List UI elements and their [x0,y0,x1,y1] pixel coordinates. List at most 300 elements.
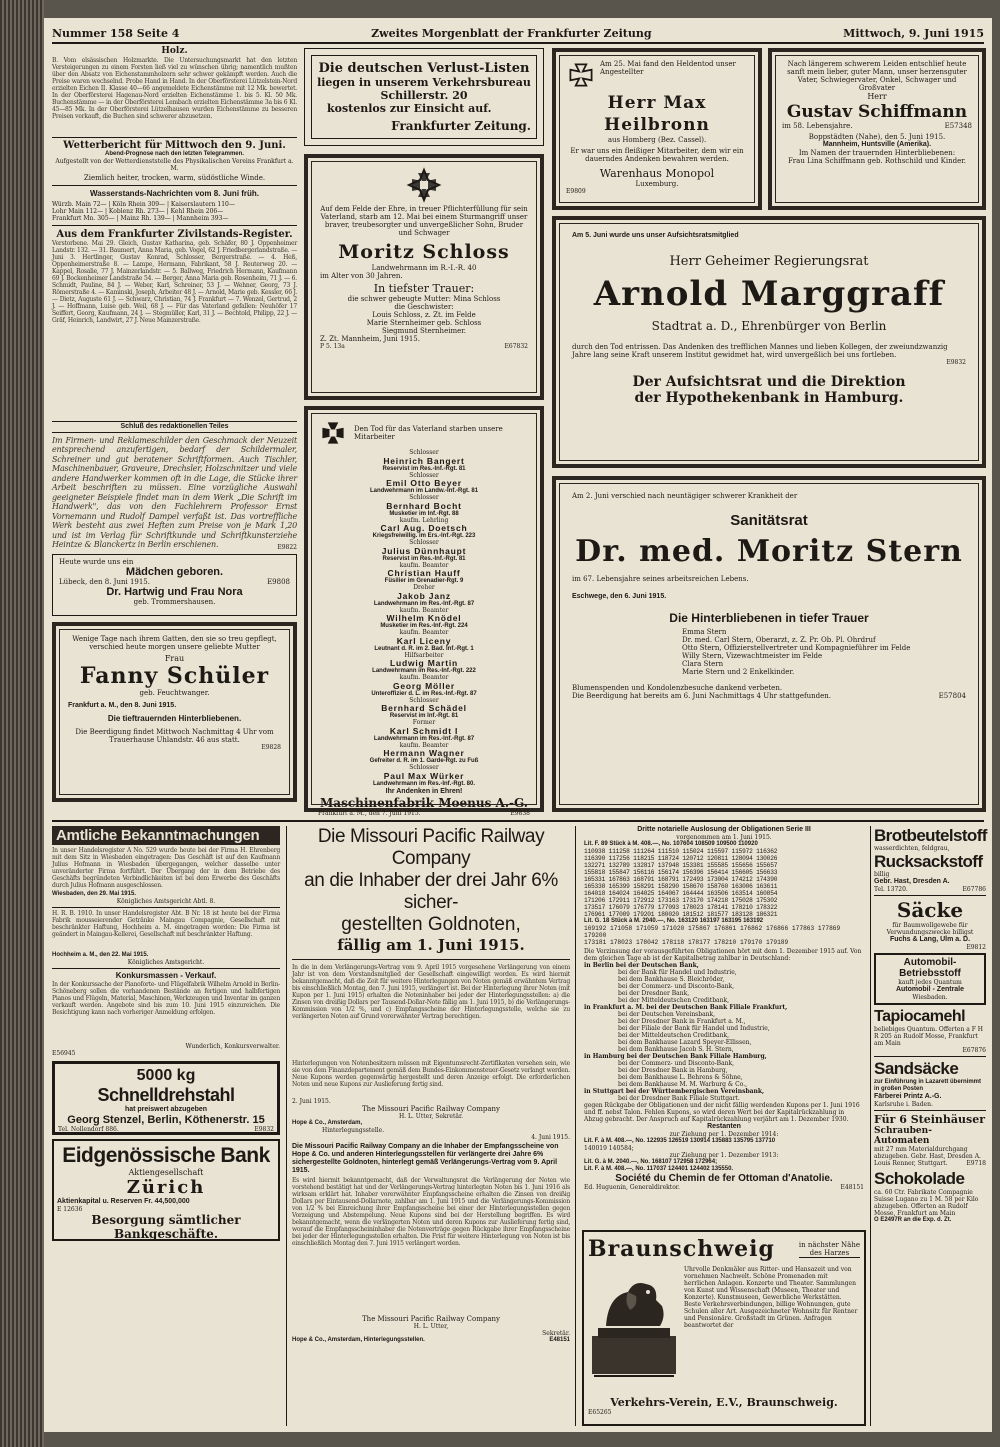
stahl-tel: Tel. Nollendorf 886. [58,1125,119,1133]
moenus-entry-trade: Schlosser [409,764,439,771]
heilbronn-intro: Am 25. Mai fand den Heldentod unser Angestellter [600,60,736,76]
section-rule [52,820,984,822]
missouri-date-2: 4. Juni 1915. [531,1134,570,1141]
stern-flowers: Blumenspenden und Kondolenzbesuche dankend verbeten. [572,684,783,692]
eidg-tagline: Besorgung sämtlicher Bankgeschäfte. [91,1213,241,1241]
schloss-family-4: Marie Sternheimer geb. Schloss [366,319,482,327]
verlust-notice [304,48,544,146]
stern-obituary [552,476,986,812]
schiffmann-cities: Mannheim, Huntsville (Amerika). [822,140,932,148]
stahl-code: E9832 [254,1125,274,1133]
ottoman-number-row: 173517 176079 176779 177093 178023 178141 178210 178322 [584,904,778,911]
stahl-title: Schnelldrehstahl [97,1084,235,1105]
eidg-capital: Aktienkapital u. Reserven Fr. 44,500,000 [57,1198,190,1205]
schokolade-title: Schokolade [874,1169,965,1188]
water-title: Wasserstands-Nachrichten vom 8. Juni früh. [89,189,260,198]
schiffmann-names-title: Im Namen der trauernden Hinterbliebenen: [798,148,956,157]
ottoman-bank-item: bei der Dresdner Bank Filiale Stuttgart. [618,1095,740,1102]
amtliche-column [52,826,280,1426]
weather-sub: Abend-Prognose nach den letzten Telegrammen. [105,151,244,157]
braunschweig-code: E65265 [588,1409,612,1416]
book-binding-edge [0,0,44,1447]
moenus-entry-trade: kaufm. Beamter [399,561,449,569]
auto-firm: Automobil - Zentrale [895,986,965,993]
schiffmann-obituary [768,48,986,210]
moenus-entry-trade: Dreher [413,584,435,591]
stern-family-member: Willy Stern, Vizewachtmeister im Felde [682,652,823,660]
ottoman-rest-1b: 140019 140584; [584,1145,634,1152]
stern-family-list [682,628,966,676]
stern-family-member: Dr. med. Carl Stern, Oberarzt, z. Z. Pr. Ob. Pl. Ohrdruf [682,636,876,644]
heilbronn-name: Herr Max Heilbronn [604,93,710,135]
moenus-entry [318,473,530,496]
verlust-line-1: Die deutschen Verlust-Listen [318,61,530,76]
verlust-line-4: Frankfurter Zeitung. [391,119,531,133]
moenus-entry [318,653,530,676]
moenus-date: Frankfurt a. M., den 7. Juni 1915. [318,809,421,817]
hast-tel: Tel. 13720. [874,886,908,893]
braunschweig-ad [582,1230,866,1426]
konkurs-code: E56945 [52,1049,76,1057]
ottoman-firm: Société du Chemin de fer Ottoman d'Anatolie. [615,1173,833,1184]
moenus-entry-trade: kaufm. Beamter [399,674,449,681]
stern-family-member: Emma Stern [682,628,727,636]
moenus-entry-trade: kaufm. Beamter [399,741,449,749]
schueler-intro: Wenige Tage nach ihrem Gatten, den sie so treu gepflegt, verschied heute morgen unsere geliebte Mutter [72,634,277,651]
ottoman-bank-item: bei der Filiale der Bank für Handel und Industrie, [618,1025,770,1032]
reklame-text: Im Firmen- und Reklameschilder den Geschmack der Neuzeit entsprechend anzufertigen, bedarf der Schildermaler, Schreiner und gut beratener Schriftformen. Auch Tischler, Maschinenbauer, Graveure, Drechsler, Holzschnitzer und viele andere Handwerker kommen oft in die Lage, die Stücke ihrer Arbeit beschriften zu müssen. Eine vorzügliche Auswahl geeigneter Beispiele findet man in dem Werk „Die Schrift im Handwerk", das von den Fachlehrern Professor Ernst Vornemann und Rudolf Dampel verfaßt ist. Das vortreffliche Werk besteht aus zwei Heften zum Preise von je Mark 1,20 und ist im Verlag für Schriftkunde und Schriftkunsterziehe Heintze & Blanckertz in Berlin erschienen. [52,435,297,549]
missouri-company: The Missouri Pacific Railway Company [362,1105,500,1113]
moenus-entry-trade: Former [412,719,436,726]
schiffmann-age: im 58. Lebensjahre. [782,121,853,130]
moenus-entry-unit: Landwehrmann im Res.-Inf.-Rgt. 87 [373,600,475,607]
sand-title: Sandsäcke [874,1059,959,1078]
ottoman-number-row: 165338 165399 158291 158290 158670 158760 163006 163611 [584,883,778,890]
header-center: Zweites Morgenblatt der Frankfurter Zeitung [371,26,652,40]
ottoman-bank-item: bei der Commerz- und Disconto-Bank, [618,1060,735,1067]
ottoman-bank-item: bei dem Bankhause Jacob S. H. Stern, [618,1046,734,1053]
ottoman-number-row: 171206 172911 172912 173163 173170 174218 175028 175302 [584,897,778,904]
ottoman-rest-sub-2: zur Ziehung per 1. Dezember 1913: [669,1152,779,1159]
ottoman-bank-item: in Frankfurt a. M. bei der Deutschen Bank Filiale Frankfurt, [584,1004,788,1011]
eidg-title: Eidgenössische Bank [62,1143,270,1167]
schueler-obituary [52,622,297,802]
amtliche-title: Amtliche Bekanntmachungen [52,826,280,845]
schloss-rank: Landwehrmann im R.-I.-R. 40 [371,264,477,272]
stern-name: Dr. med. Moritz Stern [575,534,963,569]
marggraff-sign-2: der Hypothekenbank in Hamburg. [634,390,904,406]
heilbronn-place: Luxemburg. [635,180,679,188]
ottoman-bank-item: in Stuttgart bei der Württembergischen Vereinsbank, [584,1088,765,1095]
schueler-burial: Die Beerdigung findet Mittwoch Nachmittag 4 Uhr vom Trauerhause Uhlandstr. 46 aus statt. [75,727,274,744]
stern-title: Sanitätsrat [730,512,808,529]
schiffmann-code: E57348 [944,121,972,130]
schloss-obituary [304,154,544,400]
moenus-entry-trade: Schlosser [409,539,439,546]
steinh-text: mit 27 mm Materialdurchgang abzugeben. Gebr. Hast, Dresden A. [874,1146,981,1160]
stern-intro: Am 2. Juni verschied nach neuntägiger schwerer Krankheit der [572,492,798,500]
schloss-place: Z. Zt. Mannheim, Juni 1915. [320,335,420,343]
moenus-entry [318,585,530,608]
water-table [52,201,297,222]
ottoman-number-row: 116390 117256 118215 118724 120712 120811 128094 130026 [584,855,778,862]
moenus-entry-unit: Landwehrmann im Landw.-Inf.-Rgt. 81 [369,488,479,494]
moenus-obituary [304,406,544,817]
schokolade-text: ca. 60 Ctr. Fabrikate Compagnie Suisse Lugano zu 1 M. 58 per Kilo abzugeben. Offerten an Rudolf Mosse, Frankfurt am Main [874,1189,979,1217]
ottoman-rest-sub: zur Ziehung per 1. Dezember 1914: [669,1131,779,1138]
ottoman-bank-item: bei dem Bankhause Lazard Speyer-Ellissen, [618,1039,752,1046]
holz-title: Holz. [161,46,188,56]
water-row: Lohr Main 112— | Koblenz Rh. 273— | Kehl Rhein 206— [52,207,224,215]
moenus-entry-unit: Reservist im Inf.-Rgt. 81 [389,713,459,719]
moenus-firm: Maschinenfabrik Moenus A.-G. [320,795,528,810]
stern-mourning: Die Hinterbliebenen in tiefer Trauer [669,611,869,625]
schloss-family-3: Louis Schloss, z. Zt. im Felde [372,311,476,319]
birth-notice [52,554,297,616]
schueler-code: E9828 [261,743,281,751]
ottoman-banks-list [584,962,864,1102]
ottoman-bank-item: bei der Mitteldeutschen Creditbank, [618,997,730,1004]
moenus-entry-name: Karl Liceny [396,635,452,646]
missouri-body-1: In die in dem Verlängerungs-Vertrag vom 9. April 1915 vorgesehene Verlängerung von einem Jahr ist von dem Vorstandsmitglied der Gesellschaft eingewilligt worden. Es wird hiermit bekanntgemacht, daß die Zeit für weitere Hinterlegungen von Noten gemäß erwähntem Vertrag bis einschließlich Montag, den 7. Juni 1915, verlängert ist. Bei der Hinterlegung ihrer Noten (mit Kupon per 1. Juni 1915) erhalten die Noteninhaber bei jeder der Hinterlegungsstellen: a) die Zinsen von dreißig Dollars per Tausend-Dollar-Note fällig am 1. Juni 1915, b) die Verlängerungs-Kommission von 1/2 %, und c) Empfangsscheine der Hinterlegungsstelle, welche sie zu verlängerten Noten auf Grund vorerwähnter Vertrag berechtigen. [292,964,570,1020]
moenus-entry-trade: Schlosser [409,471,439,479]
ottoman-rest-2: Lit. G. à M. 2040.—, No. 168107 172958 172964; [584,1159,718,1165]
ottoman-bank-item: bei der Dresdner Bank in Frankfurt a. M., [618,1018,746,1025]
moenus-intro: Den Tod für das Vaterland starben unsere Mitarbeiter [354,425,503,441]
stern-burial: Die Beerdigung hat bereits am 6. Juni Nachmittags 4 Uhr stattgefunden. [572,692,831,700]
konkurs-sign: Wunderlich, Konkursverwalter. [185,1042,280,1050]
birth-intro: Heute wurde uns ein [59,557,134,566]
amtliche-p1: In unser Handelsregister A No. 529 wurde heute bei der Firma H. Ehrenberg mit dem Sitz in Wiesbaden eingetragen: Das Geschäft ist auf den Kaufmann Julius Hofmann in Wiesbaden übergegangen, welcher dasselbe unter unveränderter Firma fortführt. Der Übergang der in dem Betriebe des Geschäfts begründeten Verbindlichkeiten ist bei dem Erwerbe des Geschäfts durch Julius Hofmann ausgeschlossen. [52,847,280,889]
ottoman-sign: Ed. Huguenin, Generaldirektor. [584,1184,680,1191]
ottoman-note-2: gegen Rückgabe der Obligationen und der nicht fällig werdenden Kupons per 1. Juni 1916 und ff. nebst Talon. Fehlen Kupons, so wird deren Wert bei der Kapitalrückzahlung in Abzug gebracht. Der Anspruch auf Kapitalrückzahlung verjährt am 1. Dezember 1930. [584,1102,860,1123]
ottoman-bank-item: in Berlin bei der Deutschen Bank, [584,962,699,969]
weather-source: Aufgestellt von der Wetterdienststelle des Physikalischen Vereins Frankfurt a. M. [55,158,294,172]
amtliche-p1-sign: Königliches Amtsgericht Abtl. 8. [116,898,216,905]
schiffmann-name: Gustav Schiffmann [786,101,968,122]
ottoman-bank-item: bei dem Bankhause M. M. Warburg & Co., [618,1081,748,1088]
moenus-entry-unit: Gefreiter d. R. im 1. Garde-Rgt. zu Fuß [369,758,479,764]
tapioca-title: Tapiocamehl [874,1008,966,1025]
ottoman-number-row: 155818 155847 156116 156174 156396 156414 156605 156633 [584,869,778,876]
marggraff-text: durch den Tod entrissen. Das Andenken des trefflichen Mannes und lieben Kollegen, der zweiundzwanzig Jahre lang seine Kraft unserem Institut gewidmet hat, wird unvergeßlich bei uns fortleben. [572,343,948,359]
moenus-entry-unit: Reservist im Res.-Inf.-Rgt. 81 [382,465,466,472]
ottoman-lit2: Lit. G. 18 Stück à M. 2040.—, No. 163120 163197 163195 163192 [584,918,764,924]
moenus-entry-name: Karl Schmidt I [389,725,459,736]
moenus-entry [318,720,530,743]
moenus-entry [318,765,530,788]
stern-family-member: Clara Stern [682,660,724,668]
ottoman-number-row: 176961 177009 179201 180020 181512 181577 183128 186321 [584,911,778,918]
ottoman-notice [582,826,866,1226]
moenus-entry-trade: Schlosser [409,449,439,456]
brot-sub: wasserdichten, feldgrau, [874,845,950,852]
eidg-sub: Aktiengesellschaft [128,1167,204,1177]
renner-code: E9718 [966,1160,986,1167]
moenus-entry [318,563,530,586]
konkurs-title: Konkursmassen - Verkauf. [115,971,217,980]
weather-text: Ziemlich heiter, trocken, warm, südöstliche Winde. [83,174,266,182]
iron-cross-icon [318,418,348,448]
renner-firm: Louis Renner, Stuttgart. [874,1160,948,1167]
moenus-entry [318,743,530,766]
birth-main: Mädchen geboren. [125,565,224,578]
moenus-entry [318,698,530,721]
moenus-entry-name: Bernhard Bocht [386,500,462,511]
moenus-entry-trade: Schlosser [409,494,439,501]
ottoman-bank-item: bei der Bank für Handel und Industrie, [618,969,737,976]
ottoman-lit1: Lit. F. 89 Stück à M. 408.—, No. 107604 108509 109500 110920 [584,841,758,847]
eidg-city: Zürich [126,1177,206,1198]
stahl-firm: Georg Stenzel, Berlin, Köthenerstr. 15 [67,1113,265,1126]
heilbronn-firm: Warenhaus Monopol [599,167,715,180]
missouri-hope-2: Hinterlegungsstelle. [322,1127,385,1134]
moenus-entry-name: Carl Aug. Doetsch [380,523,468,533]
page-header [52,24,984,42]
moenus-entry [318,450,530,473]
moenus-honor: Ihr Andenken in Ehren! [385,787,463,795]
verlust-line-2: liegen in unserem Verkehrsbureau Schillerstr. 20 [317,76,531,102]
ottoman-title: Dritte notarielle Auslosung der Obligationen Serie III [637,826,811,833]
moenus-entry-name: Heinrich Bangert [383,455,465,466]
marggraff-intro: Am 5. Juni wurde uns unser Aufsichtsratsmitglied [572,232,739,239]
missouri-officer: H. L. Utter, Sekretär. [398,1113,464,1120]
moenus-entry-trade: Hilfsarbeiter [404,651,444,659]
missouri-hope-3: Hope & Co., Amsterdam, Hinterlegungsstellen. [292,1337,425,1343]
zivil-title: Aus dem Frankfurter Zivilstands-Register. [56,228,293,240]
end-editorial-line: Schluß des redaktionellen Teiles [52,421,297,433]
missouri-h2: an die Inhaber der drei Jahr 6% sicher- [304,870,558,913]
amtliche-p2-sign: Königliches Amtsgericht. [127,959,205,966]
marggraff-name: Arnold Marggraff [593,274,945,314]
missouri-hope: Hope & Co., Amsterdam, [292,1120,363,1126]
schloss-name: Moritz Schloss [338,241,510,263]
newspaper-page [44,18,992,1432]
automobil-ad [874,953,986,1005]
missouri-body-3: Es wird hiermit bekanntgemacht, daß der Verwaltungsrat die Verlängerung der Noten wie vorstehend bestätigt hat und der Verlängerungs-Vertrag hinterlegten Noten bis 1. Juni 1916 als wirksam erklärt hat. Inhaber vorerwähnter Empfangsscheine erhalten die Zinsen von dreißig Dollars per Eintausend-Dollarnote, zahlbar am 1. Juni 1915 und die Verlängerungs-Kommission von 1/2 % bei Einreichung ihrer Empfangsscheine bei einer der Hinterlegungsstellen gegen Vorzeigung und Abstempelung. Neue Kupons sind bei der Herstellung begriffen. Es wird bekanntgemacht, wenn die verlängerten Noten und deren Kupons zur Auslieferung fertig sind, worauf die Empfangsscheininhaber die Notenverträge gegen Rückgabe ihrer Empfangsscheine bei jeder der Hinterlegungsstellen erhalten. Die Frist für weitere Hinterlegung von Noten ist bis einschließlich Montag den 7. Juni 1915 verlängert worden. [292,1177,570,1247]
header-rule [52,42,984,44]
moenus-entry-name: Julius Dünnhaupt [381,545,467,556]
braunschweig-text: Uhrvolle Denkmäler aus Ritter- und Hansazeit und von vornehmen Nachwelt. Schöne Promenaden mit herrlichen Anlagen. Konzerte und Theater. Sammlungen von Kunst und Wissenschaft (Museen, Theater und Konzerte). Kunstmuseen, Gewerbliche Werkstätten. Beste Verkehrsverbindungen, billige Wohnungen, gute Schulen aller Art. Ausgezeichneter Wohnsitz für Rentner und Pensionäre. Großstadt im Grünen. Anfragen beantwortet der [684,1266,858,1329]
stern-date: Eschwege, den 6. Juni 1915. [572,593,667,600]
water-row: Frankfurt Mn. 305— | Mainz Rh. 139— | Mannheim 393— [52,214,229,222]
schueler-date: Frankfurt a. M., den 8. Juni 1915. [68,702,177,709]
auto-city: Wiesbaden. [912,994,948,1001]
iron-cross-icon [407,168,441,202]
ottoman-bank-item: bei der Dresdner Bank in Hamburg, [618,1067,728,1074]
schloss-family-5: Siegmund Sternheimer. [381,327,467,335]
stahl-amount: 5000 kg [136,1066,196,1084]
weather-title: Wetterbericht für Mittwoch den 9. Juni. [63,140,286,151]
schueler-hint: Die tieftrauernden Hinterbliebenen. [107,714,242,723]
moenus-entry-unit: Füsilier im Grenadier-Rgt. 9 [384,578,464,584]
missouri-date-1: 2. Juni 1915. [292,1098,331,1105]
stahl-ad [52,1061,280,1135]
moenus-code: E9838 [510,809,530,817]
heilbronn-code: E9809 [566,188,586,195]
ottoman-note: Die Verzinsung der vorausgeführten Obligationen hört mit dem 1. Dezember 1915 auf. Von dem gleichen Tage ab ist der Kapitalbetrag zahlbar in Deutschland: [584,948,862,962]
moenus-entry-name: Jakob Janz [397,590,451,601]
ottoman-lit2b: 169192 171058 171059 171020 175867 176861 176862 176866 177863 177869 179200 [584,925,841,939]
ottoman-bank-item: bei der Dresdner Bank, [618,990,690,997]
ottoman-sub: vorgenommen am 1. Juni 1915. [676,834,772,841]
missouri-bold: Die Missouri Pacific Railway Company an die Inhaber der Empfangsscheine von Hope & Co. und anderen Hinterlegungsstellen für verlängerte drei Jahre 6% sichergestellte Goldnoten, hinterlegt gemäß Verlängerungs-Vertrag vom 9. April 1915. [292,1143,559,1174]
header-right: Mittwoch, 9. Juni 1915 [843,26,984,40]
fuchs-firm: Fuchs & Lang, Ulm a. D. [889,936,971,943]
schueler-name: Fanny Schüler [79,663,270,689]
moenus-entry-name: Christian Hauff [387,568,461,578]
marggraff-sign-1: Der Aufsichtsrat und die Direktion [632,374,906,390]
stern-family-member: Otto Stern, Offizierstellvertreter und Kompagnieführer im Felde [682,644,911,652]
saecke-title: Säcke [896,898,964,922]
tapioca-code: E67876 [962,1047,986,1054]
schloss-ref: P 5. 13a [320,343,345,350]
moenus-entry-name: Paul Max Würker [383,770,465,781]
schloss-age: im Alter von 30 Jahren. [320,272,403,280]
braunschweig-title: Braunschweig [588,1236,775,1262]
marggraff-obituary [552,216,986,468]
schloss-family-1: die schwer gebeugte Mutter: Mina Schloss [347,295,501,303]
missouri-h1: Die Missouri Pacific Railway Company [317,826,545,869]
moenus-entry [318,495,530,518]
schueler-frau: Frau [164,653,185,663]
iron-cross-icon [566,60,596,90]
moenus-entry-name: Wilhelm Knödel [386,613,462,623]
ottoman-number-row: 165331 167863 168791 168791 172493 173004 174212 174390 [584,876,778,883]
birth-names: Dr. Hartwig und Frau Nora [106,585,243,598]
moenus-entry [318,675,530,698]
moenus-entry-unit: Musketier im Inf.-Rgt. 88 [389,510,459,517]
moenus-entry-unit: Kriegsfreiwillig. im Ers.-Inf.-Rgt. 223 [372,533,476,539]
ottoman-bank-item: in Hamburg bei der Deutschen Bank Filiale Hamburg, [584,1053,767,1060]
missouri-code: E48151 [549,1337,570,1343]
stern-code: E57804 [938,692,966,700]
eidg-code: E 12636 [57,1206,83,1213]
ruck-sub: billig [874,871,890,878]
steinh-title: Für 6 Steinhäuser [874,1113,986,1126]
ottoman-code: E48151 [840,1184,864,1191]
marggraff-title: Herr Geheimer Regierungsrat [669,254,869,269]
zivil-text: Verstorbene. Mai 29. Gleich, Gustav Katharina, geb. Schäfer, 80 J. Oppenheimer Landstr. 132. — 31. Baumert, Anna Maria, geb. Vogel, 62 J. Friedbergerlandstraße. — Juni 3. Hertlinger, Gustav Konrad, Schlosser, Bergerstraße. — 4. Heß, Oppenheimerstraße 8. — Lampe, Hermann, Fabrikant, 58 J. Reuterweg 20. — Kappel, Rosalie, 77 J. Mainzerlandstr. — 5. Ballweg, Friedrich Hermann, Kaufmann 69 J. Bockenheimer Landstraße 54. — Berger, Anna Maria geb. Rosenheim, 71 J. — 6. Schmidt, Pauline, 84 J. — Weber, Karl, Schreiner, 53 J. — Wehner, Georg, 73 J. Römerstraße 4. — Kaminski, Joseph, Arbeiter 48 J. — Arnold, Marie geb. Kessler, 66 J. — Dietz, Auguste 61 J. — Schwarz, Christian, 74 J. Frankfurt — 7. Wenzel, Gertrud, 2 J. — Hoffmann, Luise geb. Weil, 68 J. — Für das Vaterland gefallen: Neuhöfer 17 Seiffert, Georg, Kaufmann, 24 J. — Stegmüller, Karl, 31 J. — Bechtold, Philipp, 22 J. — Gräf, Heinrich, Landwirt, 27 J. Neue Mainzerstraße. [52,239,297,324]
schiffmann-place: Boppstädten (Nahe), den 5. Juni 1915. [808,132,946,141]
ottoman-rest-1: Lit. F. à M. 408.—, No. 122935 126519 130914 135883 135795 137710 [584,1138,776,1144]
marggraff-sub: Stadtrat a. D., Ehrenbürger von Berlin [651,319,887,333]
ottoman-number-table [584,848,864,918]
moenus-entry-name: Bernhard Schädel [381,703,467,713]
schloss-intro: Auf dem Felde der Ehre, in treuer Pflichterfüllung für sein Vaterland, starb am 12. Mai bei einem Sturmangriff unser braver, treubesorgter und unvergeßlicher Sohn, Bruder und Schwager [320,205,528,237]
moenus-entry-unit: Landwehrmann im Res.-Inf.-Rgt. 222 [372,668,476,674]
missouri-h4: fällig am 1. Juni 1915. [337,936,525,954]
ottoman-rest-title: Restanten [707,1123,741,1130]
moenus-entry-name: Emil Otto Beyer [386,478,462,488]
ottoman-bank-item: bei der Mitteldeutschen Creditbank, [618,1032,730,1039]
missouri-notice [286,826,576,1426]
ottoman-bank-item: bei dem Bankhause L. Behrens & Söhne, [618,1074,743,1081]
schloss-family-2: die Geschwister: [394,303,454,311]
stahl-sub: hat preiswert abzugeben [124,1105,208,1113]
moenus-entry-unit: Reservist im Res.-Inf.-Rgt. 81 [382,555,466,562]
amtliche-p2: H. R. B. 1910. In unser Handelsregister Abt. B Nr. 18 ist heute bei der Firma Fabrik mousseierender Getränke Maingau Compagnie, Gesellschaft mit beschränkter Haftung, Hochheim a. M. eingetragen worden: Die Firma ist geändert in Maingau-Kellerei, Gesellschaft mit beschränkter Haftung. [52,910,280,938]
moenus-entry-unit: Unteroffizier d. L. im Res.-Inf.-Rgt. 87 [371,690,477,697]
schiffmann-intro: Nach längerem schwerem Leiden entschlief heute sanft mein lieber, guter Mann, unser herzensguter Vater, Schwiegervater, Onkel, Schwager und Großvater [787,60,967,92]
heilbronn-obituary [552,48,762,210]
brot-title: Brotbeutelstoff [874,826,987,845]
moenus-entry [318,540,530,563]
missouri-officer-2: H. L. Utter, [413,1323,449,1330]
schokolade-code: O E2497R an die Exp. d. Zt. [874,1217,952,1223]
moenus-entry-unit: Musketier im Res.-Inf.-Rgt. 224 [380,623,468,629]
ottoman-number-row: 110938 111258 111264 111510 115024 115597 115972 116362 [584,848,778,855]
ottoman-bank-item: bei der Deutschen Vereinsbank, [618,1011,716,1018]
ottoman-bank-item: bei der Commerz- und Disconto-Bank, [618,983,735,990]
ottoman-number-row: 132271 132789 132817 137948 153381 155585 155656 155657 [584,862,778,869]
water-row: Würzb. Main 72— | Köln Rhein 309— | Kaiserslautern 110— [52,200,235,208]
moenus-entry [318,630,530,653]
sand-sub: zur Einführung in Lazarett übernimmt in großen Posten [874,1079,982,1092]
schloss-mourning: In tiefster Trauer: [373,282,475,295]
moenus-entry [318,608,530,631]
header-left: Nummer 158 Seite 4 [52,26,180,40]
konkurs-text: In der Konkurssache der Pianoforte- und Flügelfabrik Wilhelm Arnold in Berlin-Schöneberg sollen die vorhandenen Bestände an fertigen und halbfertigen Pianos und Flügeln, Material, Maschinen, Werkzeugen und Inventar im ganzen verkauft werden. Angebote sind bis zum 10. Juni 1915 einzureichen. Die Besichtigung kann nach vorheriger Anmeldung erfolgen. [52,980,280,1016]
birth-code: E9808 [267,577,290,586]
ottoman-rest-3: Lit. F. à M. 408.—, No. 117037 124401 124402 135550. [584,1166,734,1172]
braunschweig-aside-1: in nächster Nähe [798,1240,860,1249]
missouri-h3: gestellten Goldnoten, [341,914,521,935]
right-ads-column [870,826,986,1426]
stern-family-member: Marie Stern und 2 Enkelkinder. [682,668,795,676]
steinh-sub: Schrauben-Automaten [874,1126,932,1146]
lion-monument-illustration [588,1266,680,1378]
hast-code: E67786 [962,886,986,893]
schueler-geb: geb. Feuchtwanger. [139,689,210,697]
reklame-code: E9822 [277,543,297,551]
ruck-title: Rucksackstoff [874,852,983,871]
missouri-sek: Sekretär. [542,1330,570,1337]
moenus-entry-unit: Leutnant d. R. im 2. Bad. Inf.-Rgt. 1 [374,645,474,652]
missouri-body-2: Hinterlegungen von Notenbesitzern müssen mit Eigentumsrecht-Zertifikaten versehen sein, wie sie von dem Finanzdepartement gemäß dem Bundes-Einkommensteuer-Gesetz verlangt werden. Neue Kupons werden gegenwärtig hergestellt und deren Anzeige erfolgt. Die erforderlichen Noten und neue Kupons zur Auslieferung fertig sind. [292,1060,570,1088]
schloss-code: E67832 [504,343,528,350]
schiffmann-herr: Herr [867,92,887,101]
amtliche-p2-date: Hochheim a. M., den 22. Mai 1915. [52,952,149,958]
sand-firm: Färberei Printz A.-G. [874,1093,942,1100]
moenus-entry-unit: Landwehrmann im Res.-Inf.-Rgt. 80. [372,780,475,787]
ottoman-bank-item: bei dem Bankhause S. Bleichröder, [618,976,725,983]
moenus-entry-trade: kaufm. Lehrling [399,516,449,524]
moenus-entry-unit: Landwehrmann im Res.-Inf.-Rgt. 87 [373,735,475,742]
stern-age: im 67. Lebensjahre seines arbeitsreichen Lebens. [572,575,749,583]
moenus-entry [318,518,530,541]
missouri-company-2: The Missouri Pacific Railway Company [362,1315,500,1323]
verlust-line-3: kostenlos zur Einsicht auf. [327,102,492,115]
moenus-entry-trade: kaufm. Beamter [399,629,449,636]
heilbronn-text: Er war uns ein fleißiger Mitarbeiter, dem wir ein dauerndes Andenken bewahren werden. [570,147,744,163]
moenus-entry-trade: kaufm. Beamter [399,606,449,614]
moenus-entry-name: Hermann Wagner [383,748,465,758]
braunschweig-aside-2: des Harzes [799,1249,860,1258]
birth-geb: geb. Trommershausen. [133,597,216,606]
moenus-entry-name: Ludwig Martin [389,658,458,668]
auto-sub: kauft jedes Quantum [898,979,962,986]
hast-firm: Gebr. Hast, Dresden A. [874,878,950,885]
amtliche-p1-date: Wiesbaden, den 29. Mai 1915. [52,891,136,897]
fuchs-code: E9812 [966,944,986,951]
schiffmann-family: Frau Lina Schiffmann geb. Rothschild und Kinder. [787,156,967,165]
moenus-entry-trade: Schlosser [409,696,439,704]
tapioca-text: beliebiges Quantum. Offerten a F H R 205 an Rudolf Mosse, Frankfurt am Main [874,1026,984,1047]
sand-city: Karlsruhe i. Baden. [874,1101,933,1108]
heilbronn-from: aus Homberg (Bez. Cassel). [607,136,707,144]
ottoman-lit2c: 173181 178023 178042 178118 178177 178210 179170 179189 [584,939,789,946]
